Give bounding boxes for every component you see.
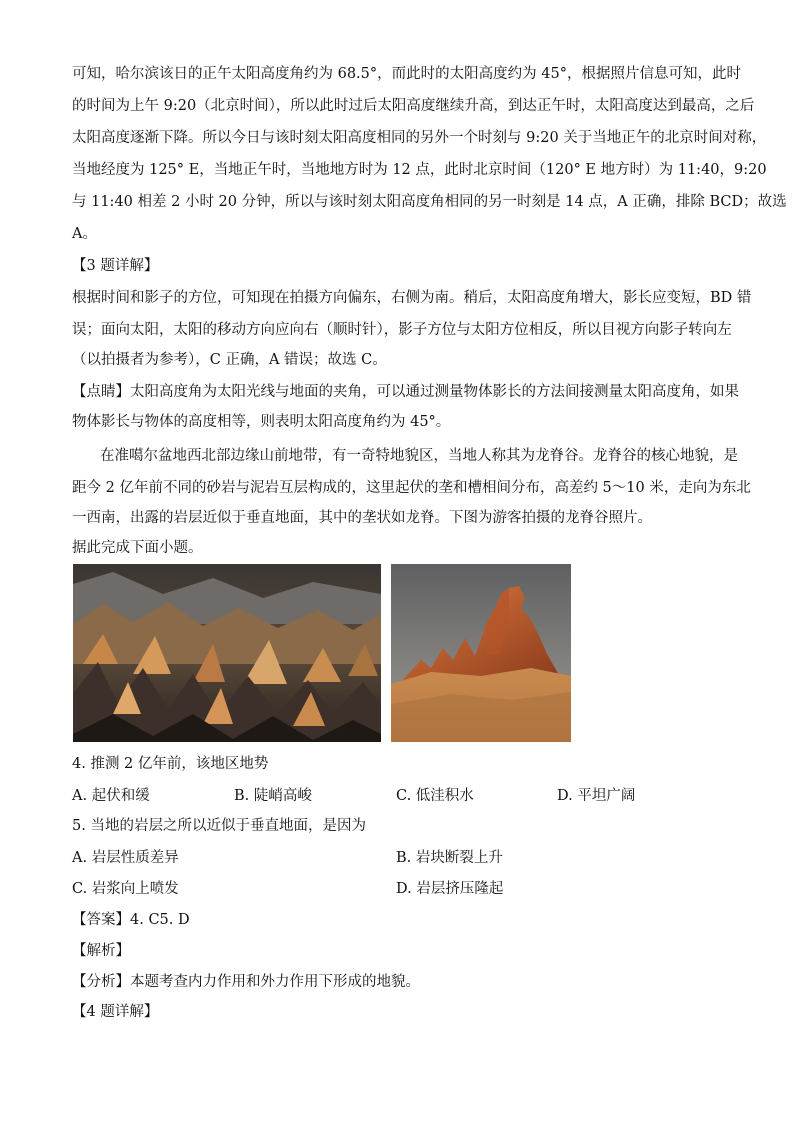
tip-line: 【点睛】太阳高度角为太阳光线与地面的夹角，可以通过测量物体影长的方法间接测量太阳高度角，如果: [72, 384, 739, 400]
tip-line: 物体影长与物体的高度相等，则表明太阳高度角约为 45°。: [72, 414, 451, 430]
text-line: 误；面向太阳，太阳的移动方向应向右（顺时针），影子方位与太阳方位相反，所以目视方向影子转向左: [72, 322, 732, 338]
text-line: 根据时间和影子的方位，可知现在拍摄方向偏东，右侧为南。稍后，太阳高度角增大，影长应变短，BD 错: [72, 290, 752, 306]
text-line: 与 11:40 相差 2 小时 20 分钟，所以与该时刻太阳高度角相同的另一时刻是 14 点，A 正确，排除 BCD；故选: [72, 194, 787, 210]
section-heading: 【4 题详解】: [72, 1004, 159, 1020]
q4-option-a: A. 起伏和缓: [72, 788, 150, 804]
text-line: 可知，哈尔滨该日的正午太阳高度角约为 68.5°，而此时的太阳高度约为 45°，根据照片信息可知，此时: [72, 66, 741, 82]
q5-option-a: A. 岩层性质差异: [72, 850, 179, 866]
intro-line: 据此完成下面小题。: [72, 540, 203, 556]
ridge-valley-photo-aerial: [73, 564, 381, 742]
text-line: 当地经度为 125° E，当地正午时，当地地方时为 12 点，此时北京时间（120° E 地方时）为 11:40，9:20: [72, 162, 767, 178]
analysis-summary: 【分析】本题考查内力作用和外力作用下形成的地貌。: [72, 974, 420, 990]
section-heading: 【3 题详解】: [72, 258, 159, 274]
q4-option-d: D. 平坦广阔: [557, 788, 636, 804]
text-line: 的时间为上午 9:20（北京时间），所以此时过后太阳高度继续升高，到达正午时，太阳高度达到最高，之后: [72, 98, 755, 114]
question-4-stem: 4. 推测 2 亿年前，该地区地势: [72, 756, 269, 772]
intro-line: 距今 2 亿年前不同的砂岩与泥岩互层构成的，这里起伏的垄和槽相间分布，高差约 5～10 米，走向为东北: [72, 480, 751, 496]
intro-line: 一西南，出露的岩层近似于垂直地面，其中的垄状如龙脊。下图为游客拍摄的龙脊谷照片。: [72, 510, 652, 526]
q5-option-d: D. 岩层挤压隆起: [396, 881, 504, 897]
question-5-stem: 5. 当地的岩层之所以近似于垂直地面，是因为: [72, 818, 366, 834]
text-line: A。: [72, 226, 97, 242]
q4-option-c: C. 低洼积水: [396, 788, 474, 804]
text-line: （以拍摄者为参考），C 正确，A 错误；故选 C。: [72, 352, 387, 368]
intro-line: 在准噶尔盆地西北部边缘山前地带，有一奇特地貌区，当地人称其为龙脊谷。龙脊谷的核心地貌，是: [100, 448, 738, 464]
analysis-heading: 【解析】: [72, 943, 130, 959]
answer-line: 【答案】4. C5. D: [72, 912, 190, 928]
q4-option-b: B. 陡峭高峻: [234, 788, 312, 804]
q5-option-c: C. 岩浆向上喷发: [72, 881, 179, 897]
q5-option-b: B. 岩块断裂上升: [396, 850, 503, 866]
text-line: 太阳高度逐渐下降。所以今日与该时刻太阳高度相同的另外一个时刻与 9:20 关于当地正午的北京时间对称，: [72, 130, 767, 146]
ridge-rock-photo: [391, 564, 571, 742]
